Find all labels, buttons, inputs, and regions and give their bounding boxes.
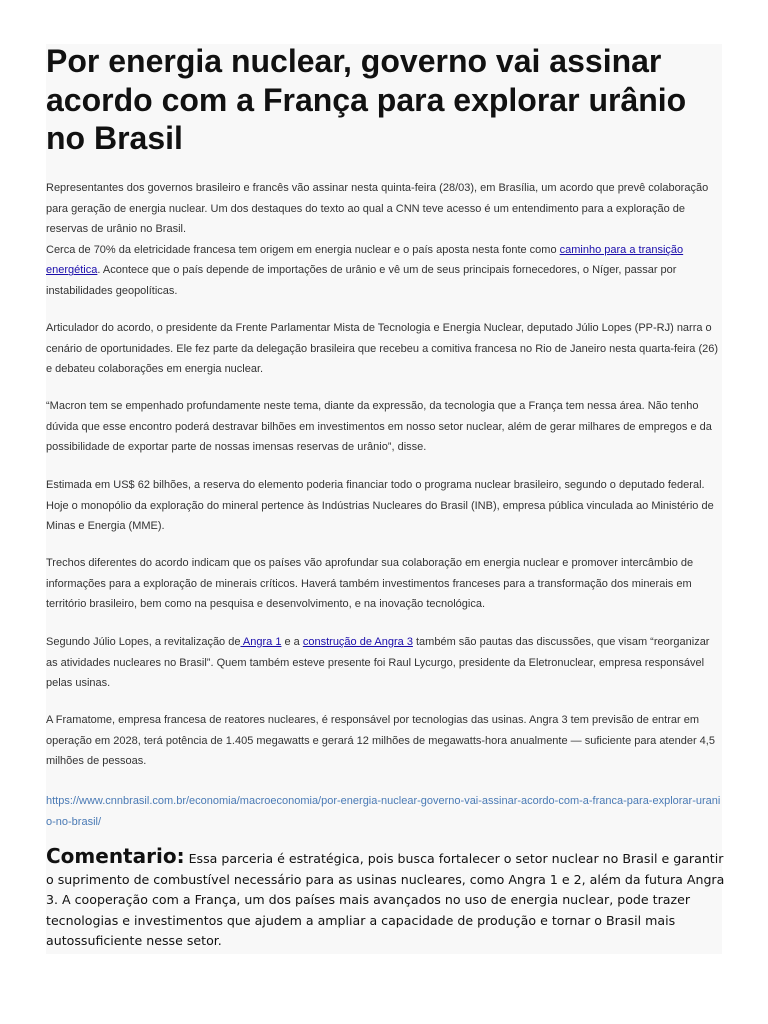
comment-text: Essa parceria é estratégica, pois busca fortalecer o setor nuclear no Brasil e garantir o suprimento de combustível necessário para as usinas nucleares, como Angra 1 e 2, além da futura Angra 3. A cooperação com a França, um dos países mais avançados no uso de energia nuclear, pode trazer tecnologias e investimentos que ajudem a ampliar a capacidade de produção e tornar o Brasil mais autossuficiente nesse setor. <box>46 851 725 949</box>
paragraph-7 <box>46 632 722 694</box>
paragraph-7-text-before: Segundo Júlio Lopes, a revitalização de <box>46 636 241 648</box>
energy-transition-link[interactable]: caminho para a transição energética <box>46 243 684 277</box>
paragraph-4-quote: “Macron tem se empenhado profundamente neste tema, diante da expressão, da tecnologia que a França tem nessa área. Não tenho dúvida que esse encontro poderá destravar bilhões em investimentos em nosso setor nuclear, além de gerar milhares de empregos e da possibilidade de exportar parte de nossas imensas reservas de urânio”, disse. <box>46 400 712 454</box>
article-title: Por energia nuclear, governo vai assinar acordo com a França para explorar urânio no Brasil <box>46 43 687 156</box>
paragraph-2-text-after: . Acontece que o país depende de importações de urânio e vê um de seus principais fornecedores, o Níger, passar por instabilidades geopolíticas. <box>46 264 677 297</box>
paragraph-7-text-mid: e a <box>281 636 303 648</box>
angra-3-construction-link[interactable]: construção de Angra 3 <box>302 636 413 648</box>
comment-label: Comentario: <box>46 844 185 868</box>
source-url-link[interactable]: https://www.cnnbrasil.com.br/economia/macroeconomia/por-energia-nuclear-governo-vai-assinar-acordo-com-a-franca-para-explorar-uranio-no-brasil/ <box>46 795 721 828</box>
paragraph-2-text-before: Cerca de 70% da eletricidade francesa tem origem em energia nuclear e o país aposta nesta fonte como <box>46 243 560 256</box>
paragraph-3: Articulador do acordo, o presidente da Frente Parlamentar Mista de Tecnologia e Energia Nuclear, deputado Júlio Lopes (PP-RJ) narra o cenário de oportunidades. Ele fez parte da delegação brasileira que recebeu a comitiva francesa no Rio de Janeiro nesta quarta-feira (26) e debateu colaborações em energia nuclear. <box>46 322 719 376</box>
paragraph-1-text: Representantes dos governos brasileiro e francês vão assinar nesta quinta-feira (28/03), em Brasília, um acordo que prevê colaboração para geração de energia nuclear. Um dos destaques do texto ao qual a CNN teve acesso é um entendimento para a exploração de reservas de urânio no Brasil. <box>46 182 709 236</box>
paragraph-6: Trechos diferentes do acordo indicam que os países vão aprofundar sua colaboração em energia nuclear e promover intercâmbio de informações para a exploração de minerais críticos. Haverá também investimentos franceses para a transformação dos minerais em território brasileiro, bem como na pesquisa e desenvolvimento, e na inovação tecnológica. <box>46 557 694 611</box>
comment-block <box>46 846 726 952</box>
paragraph-7-text-after: também são pautas das discussões, que visam “reorganizar as atividades nucleares no Brasil”. Quem também esteve presente foi Raul Lycurgo, presidente da Eletronuclear, empresa responsável pelas usinas. <box>46 636 710 690</box>
angra-1-link[interactable]: Angra 1 <box>240 636 282 648</box>
paragraph-5: Estimada em US$ 62 bilhões, a reserva do elemento poderia financiar todo o programa nuclear brasileiro, segundo o deputado federal. Hoje o monopólio da exploração do mineral pertence às Indústrias Nucleares do Brasil (INB), empresa pública vinculada ao Ministério de Minas e Energia (MME). <box>46 479 714 533</box>
paragraph-intro <box>46 178 722 302</box>
paragraph-8: A Framatome, empresa francesa de reatores nucleares, é responsável por tecnologias das usinas. Angra 3 tem previsão de entrar em operação em 2028, terá potência de 1.405 megawatts e gerará 12 milhões de megawatts-hora anualmente — suficiente para atender 4,5 milhões de pessoas. <box>46 714 715 768</box>
